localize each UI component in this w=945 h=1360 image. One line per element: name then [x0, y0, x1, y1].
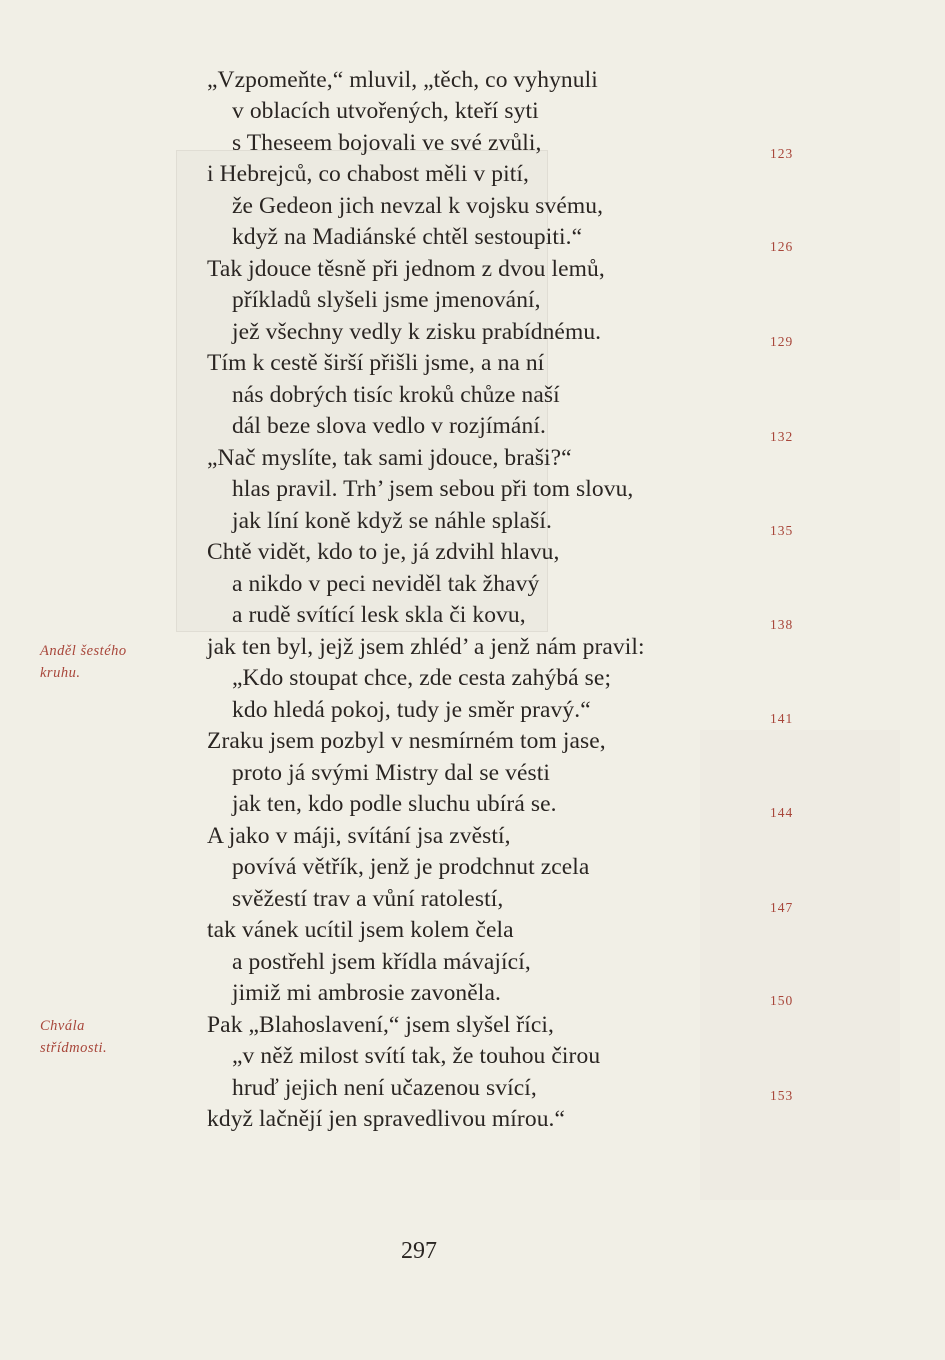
line-number: 138 [770, 617, 794, 632]
verse-line: příkladů slyšeli jsme jmenování, [232, 287, 541, 313]
verse-line: „v něž milost svítí tak, že touhou čirou [232, 1043, 601, 1069]
line-number: 129 [770, 334, 794, 349]
verse-line: a rudě svítící lesk skla či kovu, [232, 602, 526, 628]
verse-line: nás dobrých tisíc kroků chůze naší [232, 382, 560, 408]
verse-line: s Theseem bojovali ve své zvůli, [232, 130, 542, 156]
verse-line: Tím k cestě širší přišli jsme, a na ní [207, 350, 545, 376]
verse-line: jak ten, kdo podle sluchu ubírá se. [232, 791, 557, 817]
verse-line: jež všechny vedly k zisku prabídnému. [232, 319, 602, 345]
margin-note-angel [40, 640, 127, 684]
verse-line: jak líní koně když se náhle splaší. [232, 508, 553, 534]
verse-line: i Hebrejců, co chabost měli v pití, [207, 161, 529, 187]
line-number: 135 [770, 523, 794, 538]
show-through-text [700, 730, 900, 1200]
line-number: 132 [770, 429, 794, 444]
verse-line: dál beze slova vedlo v rozjímání. [232, 413, 546, 439]
verse-line: Zraku jsem pozbyl v nesmírném tom jase, [207, 728, 606, 754]
page-number: 297 [401, 1238, 437, 1264]
line-number: 126 [770, 239, 794, 254]
verse-line: hruď jejich není učazenou svící, [232, 1075, 537, 1101]
verse-line: A jako v máji, svítání jsa zvěstí, [207, 823, 511, 849]
verse-line: „Nač myslíte, tak sami jdouce, braši?“ [207, 445, 572, 471]
verse-line: Pak „Blahoslavení,“ jsem slyšel říci, [207, 1012, 554, 1038]
verse-line: jimiž mi ambrosie zavoněla. [232, 980, 501, 1006]
verse-line: povívá větřík, jenž je prodchnut zcela [232, 854, 590, 880]
verse-line: když na Madiánské chtěl sestoupiti.“ [232, 224, 583, 250]
verse-line: že Gedeon jich nevzal k vojsku svému, [232, 193, 604, 219]
verse-line: tak vánek ucítil jsem kolem čela [207, 917, 514, 943]
margin-note-line: střídmosti. [40, 1040, 108, 1056]
verse-line: Chtě vidět, kdo to je, já zdvihl hlavu, [207, 539, 560, 565]
line-number: 147 [770, 900, 794, 915]
line-number: 141 [770, 711, 794, 726]
verse-line: hlas pravil. Trh’ jsem sebou při tom slovu, [232, 476, 634, 502]
margin-note-line: kruhu. [40, 665, 81, 681]
verse-line: Tak jdouce těsně při jednom z dvou lemů, [207, 256, 605, 282]
verse-line: a nikdo v peci neviděl tak žhavý [232, 571, 540, 597]
verse-line: svěžestí trav a vůní ratolestí, [232, 886, 504, 912]
margin-note-temperance [40, 1015, 107, 1059]
verse-line: proto já svými Mistry dal se vésti [232, 760, 551, 786]
verse-line: a postřehl jsem křídla mávající, [232, 949, 531, 975]
verse-line: když lačnějí jen spravedlivou mírou.“ [207, 1106, 566, 1132]
margin-note-line: Chvála [40, 1018, 85, 1034]
line-number: 123 [770, 146, 794, 161]
line-number: 153 [770, 1088, 794, 1103]
margin-note-line: Anděl šestého [40, 643, 127, 659]
verse-line: v oblacích utvořených, kteří syti [232, 98, 539, 124]
verse-line: „Vzpomeňte,“ mluvil, „těch, co vyhynuli [207, 67, 598, 93]
verse-line: kdo hledá pokoj, tudy je směr pravý.“ [232, 697, 591, 723]
line-number: 150 [770, 993, 794, 1008]
verse-line: „Kdo stoupat chce, zde cesta zahýbá se; [232, 665, 612, 691]
verse-line: jak ten byl, jejž jsem zhléd’ a jenž nám pravil: [207, 634, 645, 660]
line-number: 144 [770, 805, 794, 820]
